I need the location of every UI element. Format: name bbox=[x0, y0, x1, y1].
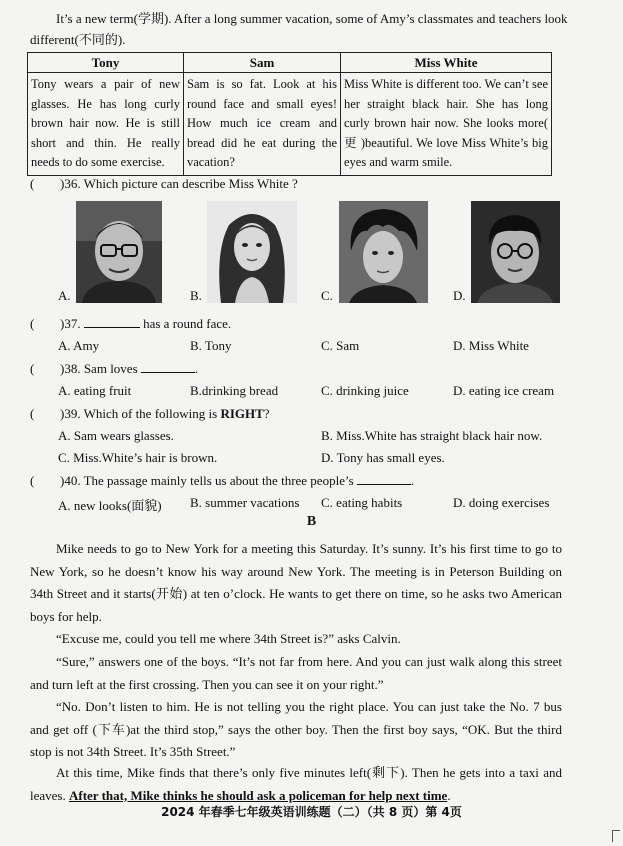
table-header-cell: Miss White bbox=[341, 53, 552, 73]
question-text: has a round face. bbox=[143, 316, 232, 331]
question-37 bbox=[30, 316, 231, 332]
table-header-cell: Sam bbox=[184, 53, 341, 73]
passage-paragraph: “Sure,” answers one of the boys. “It’s not far from here. And you can just walk along this street and turn left at the first crossing. Then you can see it on your right.” bbox=[30, 654, 562, 692]
question-text: )40. The passage mainly tells us about the three people’s bbox=[60, 473, 354, 488]
option-letter: D. bbox=[453, 288, 466, 303]
question-text: )38. Sam loves bbox=[60, 361, 138, 376]
option-c: C. Sam bbox=[321, 338, 360, 353]
option-b: B.drinking bread bbox=[190, 383, 279, 398]
character-table bbox=[27, 52, 552, 176]
option-d: D. doing exercises bbox=[453, 495, 550, 510]
table-cell-sam: Sam is so fat. Look at his round face and small eyes! How much ice cream and bread did he eat during the vacation? bbox=[184, 73, 341, 176]
option-d: D. Tony has small eyes. bbox=[321, 450, 445, 465]
option-d: D. Miss White bbox=[453, 338, 529, 353]
man-with-glasses-photo[interactable] bbox=[76, 201, 162, 303]
question-text: )39. Which of the following is bbox=[60, 406, 221, 421]
passage-text: At this time, Mike finds that there’s only five minutes left(剩下). Then he gets into a taxi and leaves. bbox=[30, 765, 562, 803]
answer-bracket[interactable]: ( bbox=[30, 473, 35, 488]
option-a: A. new looks(面貌) bbox=[58, 498, 162, 513]
option-d: D. eating ice cream bbox=[453, 383, 555, 398]
option-c: C. Miss.White’s hair is brown. bbox=[58, 450, 218, 465]
passage-text-end: . bbox=[447, 787, 451, 803]
option-c: C. drinking juice bbox=[321, 383, 409, 398]
table-header-row bbox=[28, 53, 552, 73]
answer-blank[interactable] bbox=[84, 316, 140, 328]
option-b: B. summer vacations bbox=[190, 495, 300, 510]
passage-paragraph bbox=[30, 762, 562, 807]
answer-bracket[interactable]: ( bbox=[30, 406, 35, 421]
question-text-end: . bbox=[410, 473, 415, 488]
option-a: A. Amy bbox=[58, 338, 100, 353]
option-letter: B. bbox=[190, 288, 202, 303]
answer-bracket[interactable]: ( bbox=[30, 316, 35, 331]
question-text: )36. Which picture can describe Miss White ? bbox=[60, 176, 298, 191]
passage-paragraph: Mike needs to go to New York for a meeting this Saturday. It’s sunny. It’s his first time to go to New York, so he doesn’t know his way around New York. The meeting is in Peterson Building on 34th Street and it starts(开始) at ten o’clock. He wants to get there on time, so he asks two American boys for help. bbox=[30, 541, 562, 624]
question-text-end: . bbox=[194, 361, 199, 376]
option-letter: C. bbox=[321, 288, 333, 303]
table-row bbox=[28, 73, 552, 176]
table-header-cell: Tony bbox=[28, 53, 184, 73]
passage-underlined-sentence: After that, Mike thinks he should ask a policeman for help next time bbox=[68, 787, 448, 803]
option-letter: A. bbox=[58, 288, 71, 303]
question-39 bbox=[30, 406, 270, 422]
section-heading: B bbox=[306, 514, 317, 529]
table-cell-miss-white: Miss White is different too. We can’t see her straight black hair. She has long curly brown hair now. She looks more( 更 )beautiful. We love Miss White’s big eyes and warm smile. bbox=[341, 73, 552, 176]
question-number: )37. bbox=[60, 316, 81, 331]
option-c: C. eating habits bbox=[321, 495, 403, 510]
answer-blank[interactable] bbox=[141, 361, 195, 373]
table-cell-tony: Tony wears a pair of new glasses. He has long curly brown hair now. He is still short and thin. He really needs to do some exercise. bbox=[28, 73, 184, 176]
young-man-curly-hair-photo[interactable] bbox=[339, 201, 428, 303]
answer-bracket[interactable]: ( bbox=[30, 176, 35, 191]
answer-bracket[interactable]: ( bbox=[30, 361, 35, 376]
crop-mark bbox=[612, 830, 620, 842]
question-emphasis: RIGHT bbox=[220, 406, 264, 421]
boy-with-glasses-photo[interactable] bbox=[471, 201, 560, 303]
option-b: B. Miss.White has straight black hair now. bbox=[321, 428, 543, 443]
question-40 bbox=[30, 473, 414, 489]
passage-paragraph: “No. Don’t listen to him. He is not telling you the right place. You can just take the No. 7 bus and get off (下车)at the third stop,” says the other boy. Then the first boy says, “OK. But the third stop is not 34th Street. It’s 35th Street.” bbox=[30, 699, 562, 759]
page-footer: 2024 年春季七年级英语训练题（二）（共 8 页）第 4页 bbox=[161, 805, 462, 819]
intro-paragraph: It’s a new term(学期). After a long summer vacation, some of Amy’s classmates and teachers look different(不同的). bbox=[30, 11, 568, 47]
answer-blank[interactable] bbox=[357, 473, 411, 485]
question-38 bbox=[30, 361, 198, 377]
option-a: A. eating fruit bbox=[58, 383, 132, 398]
question-36 bbox=[30, 176, 298, 192]
option-a: A. Sam wears glasses. bbox=[58, 428, 174, 443]
passage-paragraph: “Excuse me, could you tell me where 34th Street is?” asks Calvin. bbox=[56, 631, 401, 646]
option-b: B. Tony bbox=[190, 338, 232, 353]
woman-long-curly-hair-photo[interactable] bbox=[207, 201, 297, 303]
question-text-end: ? bbox=[263, 406, 270, 421]
